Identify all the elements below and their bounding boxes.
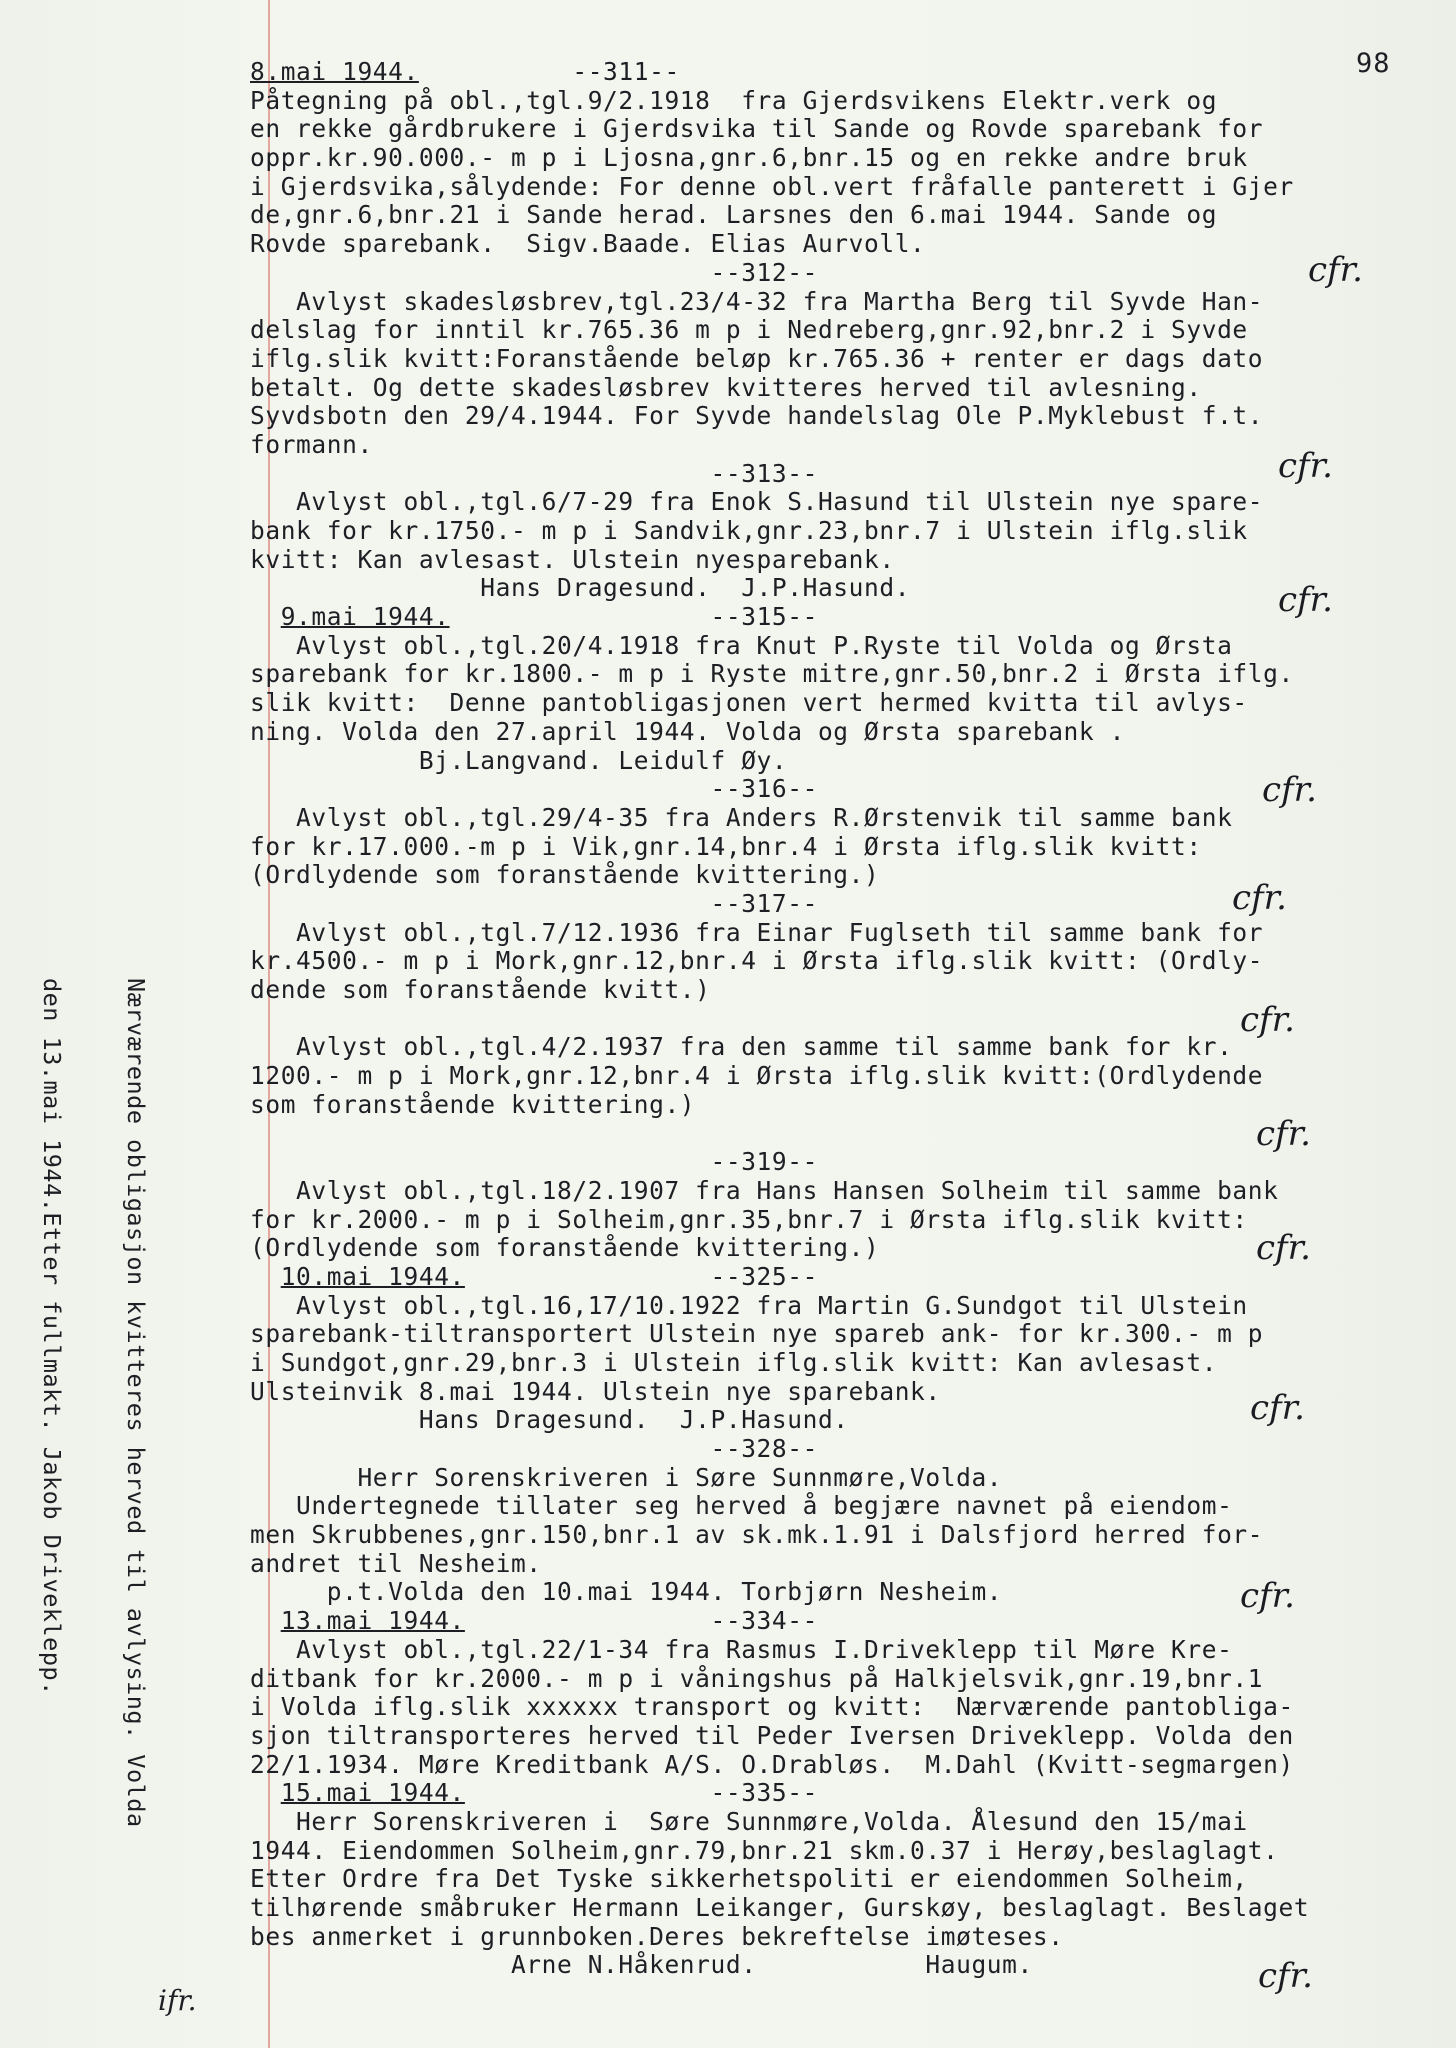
ledger-line: Hans Dragesund. J.P.Hasund. <box>250 573 911 603</box>
ledger-line: tilhørende småbruker Hermann Leikanger, Gurskøy, beslaglagt. Beslaget <box>250 1893 1310 1922</box>
ledger-line: sparebank for kr.1800.- m p i Ryste mitre,gnr.50,bnr.2 i Ørsta iflg. <box>250 659 1294 689</box>
ledger-line: Påtegning på obl.,tgl.9/2.1918 fra Gjerdsvikens Elektr.verk og <box>250 85 1218 115</box>
initials-mark: cfr. <box>1256 1114 1311 1154</box>
ledger-line: Hans Dragesund. J.P.Hasund. <box>250 1405 849 1435</box>
margin-note-line: den 13.mai 1944.Etter fullmakt. Jakob Driveklepp. <box>38 978 66 1696</box>
initials-mark: cfr. <box>1258 1956 1313 1996</box>
ledger-line: Bj.Langvand. Leidulf Øy. <box>250 745 788 775</box>
ledger-line: ning. Volda den 27.april 1944. Volda og Ørsta sparebank . <box>250 716 1125 746</box>
ledger-line: formann. <box>250 429 373 459</box>
ledger-line: 15.mai 1944. --335-- <box>280 1778 818 1808</box>
ledger-line: i Gjerdsvika,sålydende: For denne obl.vert fråfalle panterett i Gjer <box>250 171 1294 201</box>
ledger-line: p.t.Volda den 10.mai 1944. Torbjørn Nesheim. <box>250 1577 1003 1607</box>
ledger-line: sjon tiltransporteres herved til Peder Iversen Driveklepp. Volda den <box>250 1720 1294 1750</box>
ledger-line: Avlyst obl.,tgl.4/2.1937 fra den samme til samme bank for kr. <box>250 1032 1233 1062</box>
ledger-line: Herr Sorenskriveren i Søre Sunnmøre,Volda. <box>250 1462 1003 1492</box>
ledger-line: Avlyst obl.,tgl.6/7-29 fra Enok S.Hasund til Ulstein nye spare- <box>250 487 1264 517</box>
entry-date: 10.mai 1944. <box>280 1261 465 1291</box>
ledger-line: sparebank-tiltransportert Ulstein nye spareb ank- for kr.300.- m p <box>250 1319 1264 1349</box>
ledger-line <box>250 1119 1430 1148</box>
ledger-line: Syvdsbotn den 29/4.1944. For Syvde handelslag Ole P.Myklebust f.t. <box>250 401 1264 431</box>
ledger-line: Arne N.Håkenrud. Haugum. <box>250 1950 1033 1980</box>
margin-initials: ifr. <box>158 1984 197 2017</box>
ledger-line: Rovde sparebank. Sigv.Baade. Elias Aurvoll. <box>250 229 926 259</box>
initials-mark: cfr. <box>1240 1576 1295 1616</box>
ledger-line: bes anmerket i grunnboken.Deres bekreftelse imøteses. <box>250 1921 1064 1951</box>
ledger-line: slik kvitt: Denne pantobligasjonen vert hermed kvitta til avlys- <box>250 688 1248 718</box>
page-number: 98 <box>1356 48 1391 79</box>
initials-mark: cfr. <box>1278 446 1333 486</box>
ledger-line: 13.mai 1944. --334-- <box>280 1606 818 1636</box>
ledger-line: --316-- <box>250 774 818 804</box>
initials-mark: cfr. <box>1232 878 1287 918</box>
ledger-line: (Ordlydende som foranstående kvittering.) <box>250 860 880 890</box>
initials-mark: cfr. <box>1256 1228 1311 1268</box>
entry-date: 13.mai 1944. <box>280 1606 465 1636</box>
ledger-line: som foranstående kvittering.) <box>250 1089 696 1119</box>
ledger-line: --319-- <box>250 1147 818 1177</box>
ledger-line: --313-- <box>250 458 818 488</box>
margin-note-line: Nærværende obligasjon kvitteres herved til avlysing. Volda <box>122 978 150 1828</box>
ledger-line: Undertegnede tillater seg herved å begjære navnet på eiendom- <box>250 1491 1233 1521</box>
ledger-line: delslag for inntil kr.765.36 m p i Nedreberg,gnr.92,bnr.2 i Syvde <box>250 315 1248 345</box>
initials-mark: cfr. <box>1278 580 1333 620</box>
ledger-line: de,gnr.6,bnr.21 i Sande herad. Larsnes den 6.mai 1944. Sande og <box>250 200 1218 230</box>
ledger-line: Avlyst obl.,tgl.7/12.1936 fra Einar Fuglseth til samme bank for <box>250 917 1264 947</box>
ledger-line: --328-- <box>250 1434 818 1463</box>
ledger-line: (Ordlydende som foranstående kvittering.) <box>250 1233 880 1263</box>
entry-date: 9.mai 1944. <box>280 602 450 632</box>
ledger-line: for kr.17.000.-m p i Vik,gnr.14,bnr.4 i Ørsta iflg.slik kvitt: <box>250 831 1202 861</box>
initials-mark: cfr. <box>1250 1388 1305 1428</box>
ledger-line: en rekke gårdbrukere i Gjerdsvika til Sande og Rovde sparebank for <box>250 114 1264 144</box>
ledger-line: Avlyst obl.,tgl.16,17/10.1922 fra Martin G.Sundgot til Ulstein <box>250 1290 1248 1320</box>
ledger-line: --312-- <box>250 257 818 287</box>
ledger-line: kr.4500.- m p i Mork,gnr.12,bnr.4 i Ørsta iflg.slik kvitt: (Ordly- <box>250 946 1264 976</box>
ledger-line: Avlyst obl.,tgl.22/1-34 fra Rasmus I.Driveklepp til Møre Kre- <box>250 1634 1233 1664</box>
ledger-line: Avlyst skadesløsbrev,tgl.23/4-32 fra Martha Berg til Syvde Han- <box>250 286 1264 316</box>
ledger-line: 1200.- m p i Mork,gnr.12,bnr.4 i Ørsta iflg.slik kvitt:(Ordlydende <box>250 1061 1264 1091</box>
ledger-line: kvitt: Kan avlesast. Ulstein nyesparebank. <box>250 544 895 574</box>
ledger-line: Avlyst obl.,tgl.20/4.1918 fra Knut P.Ryste til Volda og Ørsta <box>250 630 1233 660</box>
ledger-line: Avlyst obl.,tgl.29/4-35 fra Anders R.Ørstenvik til samme bank <box>250 802 1233 832</box>
ledger-line: for kr.2000.- m p i Solheim,gnr.35,bnr.7 i Ørsta iflg.slik kvitt: <box>250 1204 1248 1234</box>
ledger-line: 9.mai 1944. --315-- <box>280 602 818 632</box>
ledger-line: Etter Ordre fra Det Tyske sikkerhetspoliti er eiendommen Solheim, <box>250 1864 1248 1894</box>
ledger-line: --317-- <box>250 888 818 918</box>
ledger-line: bank for kr.1750.- m p i Sandvik,gnr.23,bnr.7 i Ulstein iflg.slik <box>250 516 1248 545</box>
initials-mark: cfr. <box>1262 770 1317 810</box>
ledger-line: dende som foranstående kvitt.) <box>250 975 711 1004</box>
ledger-line: 1944. Eiendommen Solheim,gnr.79,bnr.21 skm.0.37 i Herøy,beslaglagt. <box>250 1835 1279 1865</box>
ledger-line: Herr Sorenskriveren i Søre Sunnmøre,Volda. Ålesund den 15/mai <box>250 1806 1248 1836</box>
ledger-line: ditbank for kr.2000.- m p i våningshus på Halkjelsvik,gnr.19,bnr.1 <box>250 1663 1264 1693</box>
initials-mark: cfr. <box>1240 1000 1295 1040</box>
ledger-line: Avlyst obl.,tgl.18/2.1907 fra Hans Hansen Solheim til samme bank <box>250 1175 1279 1205</box>
ledger-line: i Volda iflg.slik xxxxxx transport og kvitt: Nærværende pantobliga- <box>250 1692 1294 1722</box>
ledger-line: oppr.kr.90.000.- m p i Ljosna,gnr.6,bnr.15 og en rekke andre bruk <box>250 143 1248 173</box>
entry-date: 8.mai 1944. <box>250 57 419 86</box>
ledger-line: iflg.slik kvitt:Foranstående beløp kr.765.36 + renter er dags dato <box>250 343 1264 373</box>
initials-mark: cfr. <box>1308 250 1363 290</box>
entry-date: 15.mai 1944. <box>280 1778 465 1808</box>
ledger-line: i Sundgot,gnr.29,bnr.3 i Ulstein iflg.slik kvitt: Kan avlesast. <box>250 1347 1218 1377</box>
ledger-line: andret til Nesheim. <box>250 1548 542 1578</box>
ledger-line: 22/1.1934. Møre Kreditbank A/S. O.Drabløs. M.Dahl (Kvitt-segmargen) <box>250 1749 1294 1779</box>
ledger-line: 10.mai 1944. --325-- <box>280 1261 818 1291</box>
ledger-line: 8.mai 1944. --311-- <box>250 57 680 86</box>
margin-note <box>0 978 206 1828</box>
ledger-line: men Skrubbenes,gnr.150,bnr.1 av sk.mk.1.91 i Dalsfjord herred for- <box>250 1520 1264 1550</box>
ledger-line: betalt. Og dette skadesløsbrev kvitteres herved til avlesning. <box>250 372 1202 402</box>
ledger-line: Ulsteinvik 8.mai 1944. Ulstein nye sparebank. <box>250 1376 941 1406</box>
